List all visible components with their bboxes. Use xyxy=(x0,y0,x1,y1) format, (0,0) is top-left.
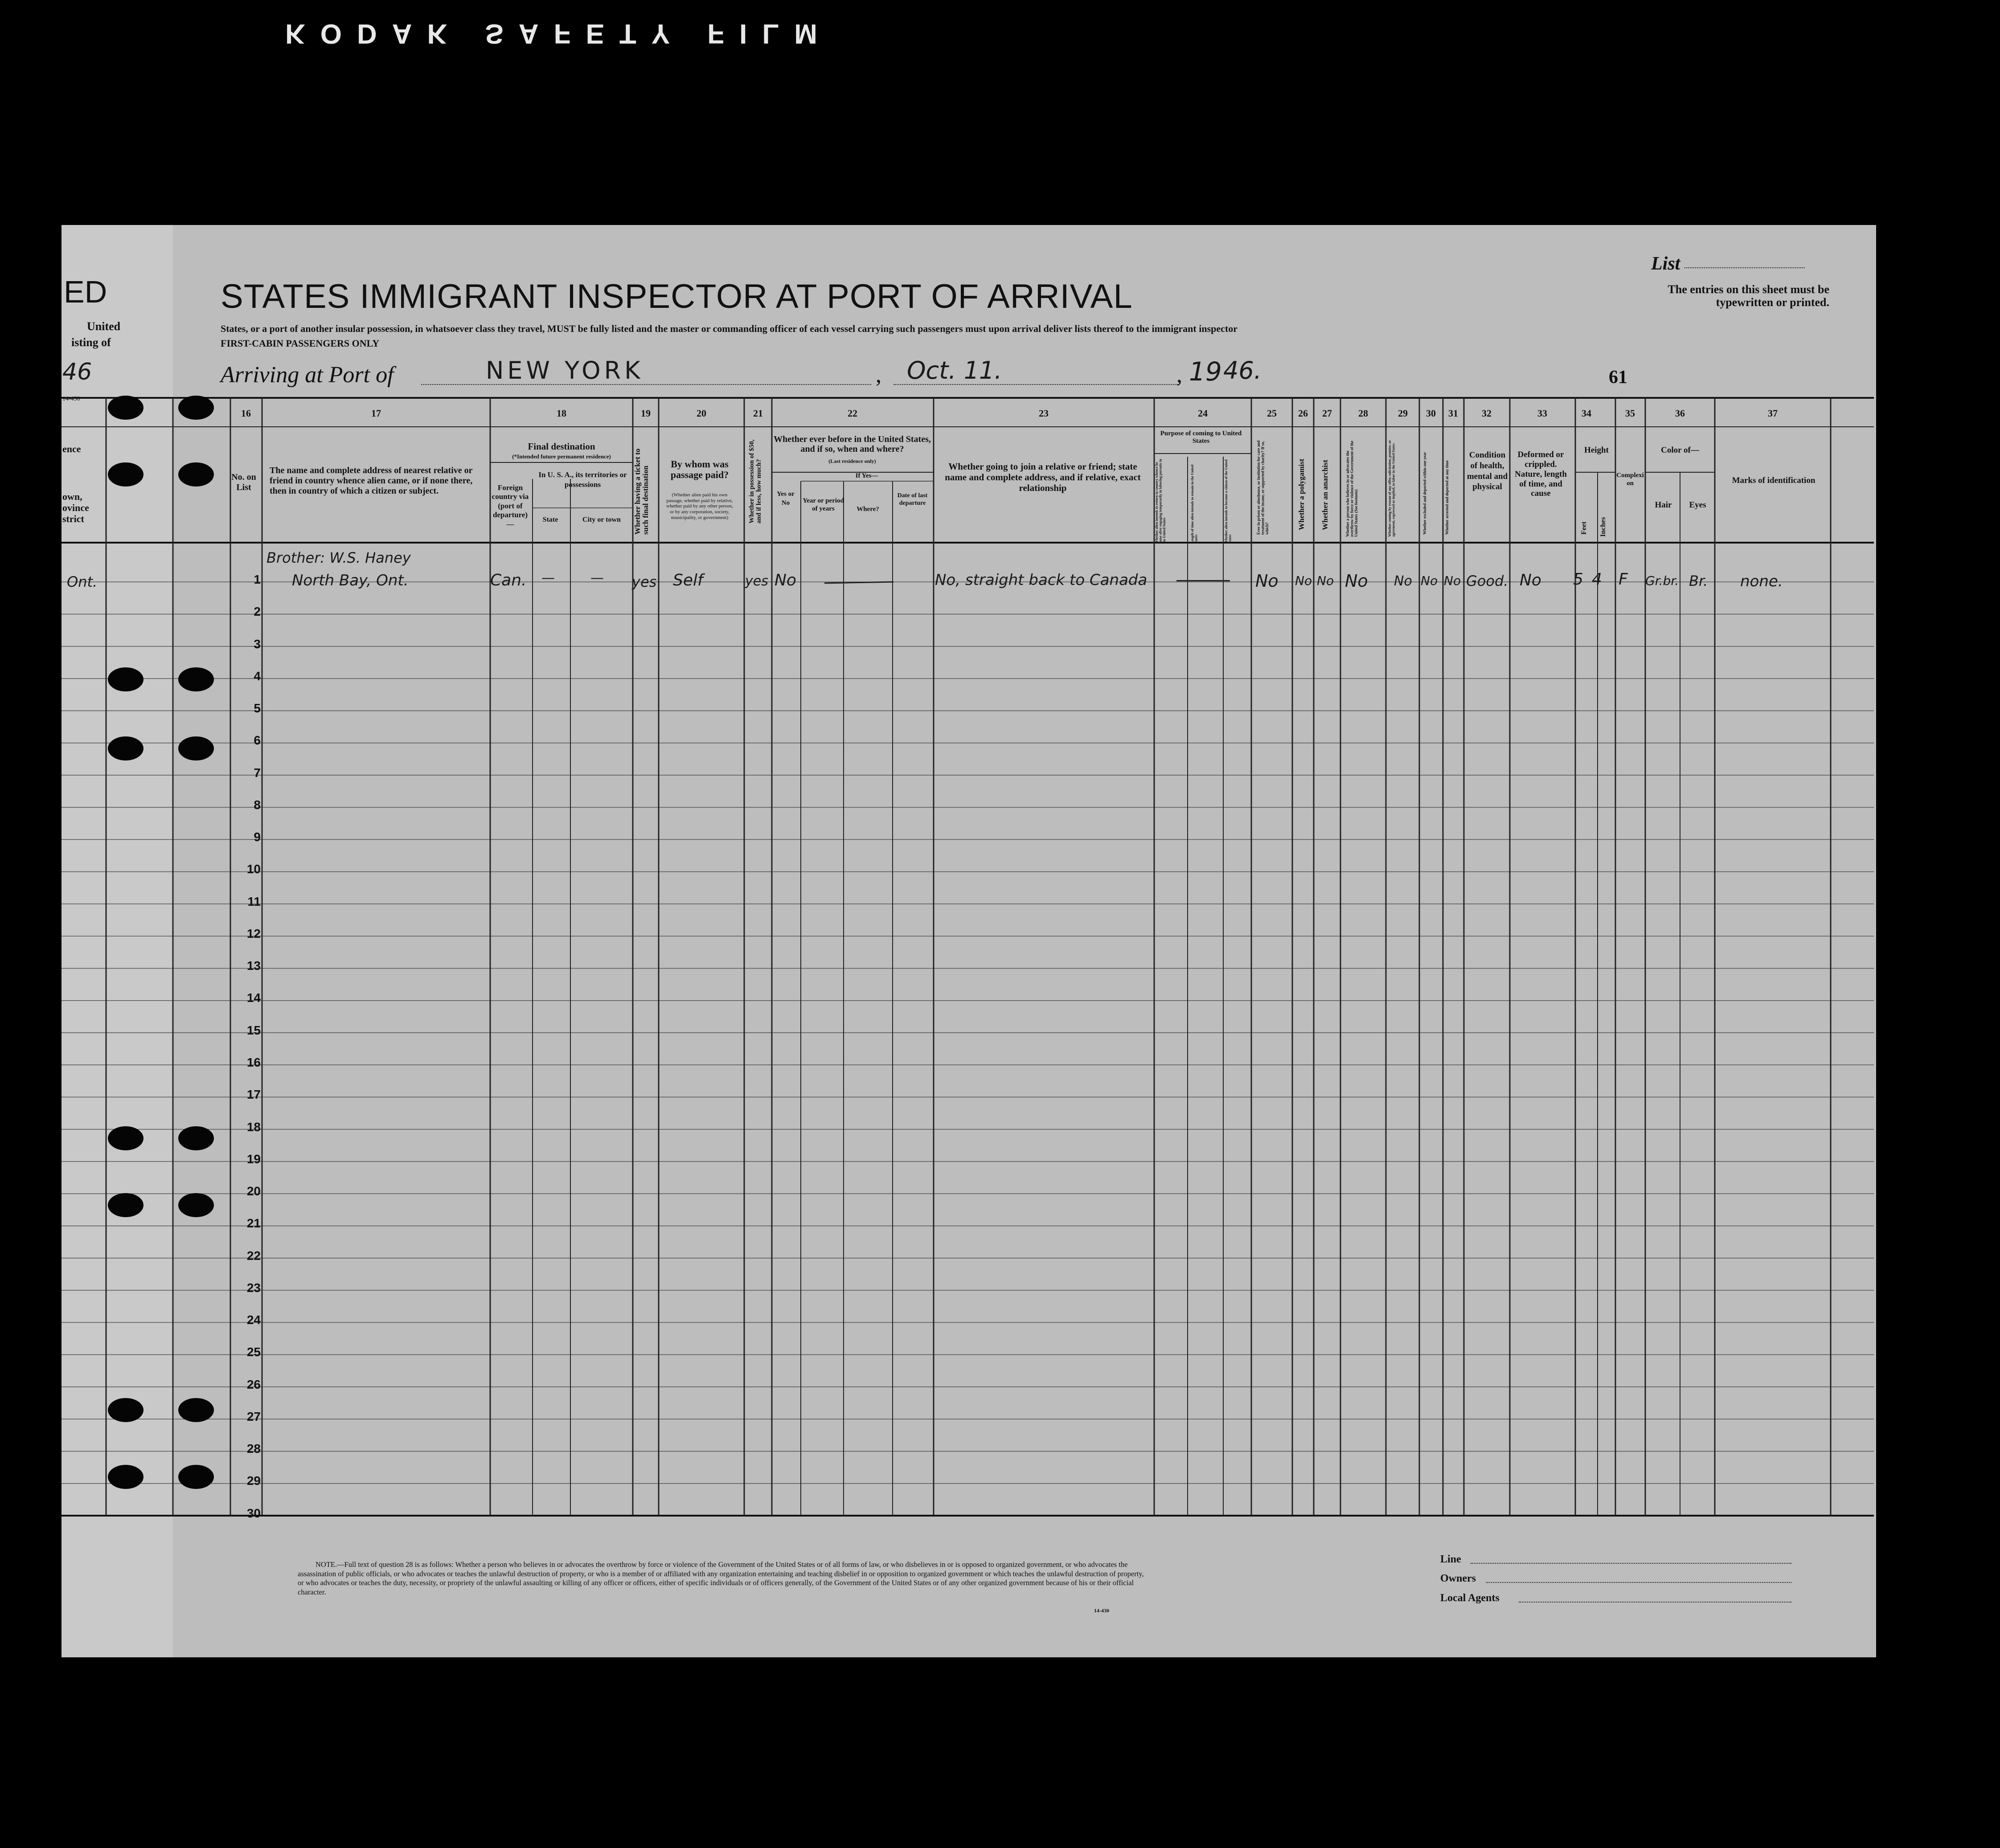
row-number: 20 xyxy=(246,1184,261,1198)
entry-ever-before: No xyxy=(775,571,796,589)
hdr-last-residence: (Last residence only) xyxy=(828,458,876,464)
column-number: 31 xyxy=(1448,408,1458,419)
punch-hole xyxy=(178,1126,214,1150)
column-number: 16 xyxy=(241,408,251,419)
comma-2: , xyxy=(1176,362,1182,388)
entry-eyes: Br. xyxy=(1689,572,1708,589)
left-fragment-ence: ence xyxy=(62,443,81,454)
column-number: 17 xyxy=(371,408,381,419)
hdr-city: City or town xyxy=(582,516,621,523)
column-number: 36 xyxy=(1675,408,1685,419)
entry-inches: 4 xyxy=(1592,570,1602,589)
hdr-purpose-b: Length of time alien intends to remain in the United States xyxy=(1190,465,1198,544)
sheet-number: 61 xyxy=(1609,367,1627,388)
punch-hole xyxy=(108,1465,143,1489)
comma-1: , xyxy=(876,362,881,388)
hdr-q29: Whether coming by reason of any offer, solicitation, promise, or agreement, expressed or implied, to labor in the United States xyxy=(1388,440,1396,537)
hdr-where: Where? xyxy=(857,506,879,513)
hdr-no-on-list: No. on List xyxy=(231,472,256,492)
row-number: 27 xyxy=(246,1409,261,1423)
punch-hole xyxy=(108,462,143,487)
hdr-purpose-c: Whether alien intends to become a citizen of the United States xyxy=(1224,459,1232,544)
column-number: 18 xyxy=(557,408,566,419)
hdr-purpose-a: Whether alien intends to return to country whence he came after engaging temporarily in laboring pursuits in the United States xyxy=(1155,459,1166,544)
column-number: 20 xyxy=(697,408,706,419)
punch-hole xyxy=(178,1465,214,1489)
entry-relative-line2: North Bay, Ont. xyxy=(292,572,409,589)
hdr-passage-paid: By whom was passage paid? xyxy=(670,458,729,481)
entry-joining: No, straight back to Canada xyxy=(935,571,1148,589)
row-number: 12 xyxy=(246,926,261,940)
row-number: 16 xyxy=(246,1055,261,1069)
subtitle: States, or a port of another insular possession, in whatsoever class they travel, MUST be fully listed and the master or commanding officer of each vessel carrying such passengers must upon arrival deliver lists thereof to the immigrant inspector xyxy=(221,323,1238,334)
row-number: 17 xyxy=(246,1088,261,1102)
arriving-label: Arriving at Port of xyxy=(221,362,394,388)
entry-health: Good. xyxy=(1466,572,1508,589)
entry-anarchist: No xyxy=(1317,573,1334,588)
film-edge-text: KODAK SAFETY FILM xyxy=(285,18,832,49)
port-value: NEW YORK xyxy=(486,356,644,384)
year-prefix: 19 xyxy=(1189,356,1222,387)
hdr-date-departure: Date of last departure xyxy=(897,492,928,507)
left-fragment-ed: ED xyxy=(64,274,107,309)
column-number: 35 xyxy=(1625,408,1635,419)
entry-fifty-dollars: yes xyxy=(745,573,768,589)
punch-hole xyxy=(108,736,143,760)
hdr-color-of: Color of— xyxy=(1661,446,1699,455)
row-number: 22 xyxy=(246,1248,261,1263)
hdr-final-destination: Final destination xyxy=(528,441,595,452)
left-fragment-listing: isting of xyxy=(71,336,111,349)
footer-agents-label: Local Agents xyxy=(1440,1592,1500,1604)
hdr-polygamist: Whether a polygamist xyxy=(1297,458,1306,530)
left-fragment-united: United xyxy=(87,320,121,333)
column-number: 22 xyxy=(848,408,857,419)
row-number: 4 xyxy=(254,669,261,683)
column-number: 21 xyxy=(753,408,763,419)
hdr-purpose: Purpose of coming to United States xyxy=(1160,430,1242,445)
row-number: 18 xyxy=(246,1120,261,1134)
hdr-final-destination-note: (*Intended future permanent residence) xyxy=(512,453,611,460)
hdr-deformed: Deformed or crippled. Nature, length of time, and cause xyxy=(1515,450,1567,499)
footer-line-dotted xyxy=(1471,1563,1791,1564)
list-label: List xyxy=(1651,253,1680,274)
row-number: 6 xyxy=(254,733,261,748)
hdr-foreign-country: Foreign country via (port of departure)— xyxy=(492,483,529,528)
entry-dash-purpose xyxy=(1176,580,1230,581)
footer-owners-dotted xyxy=(1486,1582,1791,1583)
form-number: 14-430 xyxy=(62,396,80,402)
entry-ticket: yes xyxy=(632,573,657,590)
entry-prison: No xyxy=(1255,571,1279,591)
row-number: 23 xyxy=(246,1280,261,1295)
date-value: Oct. 11. xyxy=(907,356,1002,384)
column-number: 19 xyxy=(641,408,651,419)
row-number: 28 xyxy=(246,1442,261,1456)
hdr-yes-no: Yes or No xyxy=(777,491,795,507)
hdr-state: State xyxy=(542,516,558,523)
row-number: 19 xyxy=(246,1152,261,1166)
row-number: 13 xyxy=(246,959,261,973)
row-number: 24 xyxy=(246,1313,261,1327)
hdr-complexion: Complexion xyxy=(1616,472,1644,487)
row-number: 29 xyxy=(246,1474,261,1488)
row-number: 3 xyxy=(254,637,261,651)
column-number: 33 xyxy=(1537,408,1547,419)
punch-hole xyxy=(108,1193,143,1217)
punch-hole xyxy=(108,396,143,420)
entry-marks: none. xyxy=(1740,572,1783,590)
entry-polygamist: No xyxy=(1295,573,1312,588)
hdr-feet: Feet xyxy=(1580,521,1588,535)
row-number: 10 xyxy=(246,862,261,876)
entry-foreign-country: Can. xyxy=(490,571,527,589)
hdr-q28: Whether a person who believes in or advocates the overthrow by force or violence of the Government of the United States (See footnote) xyxy=(1345,441,1358,537)
hdr-q30: Whether excluded and deported within one year xyxy=(1422,452,1427,535)
column-number: 34 xyxy=(1582,408,1591,419)
footer-owners-label: Owners xyxy=(1440,1573,1476,1584)
hdr-health: Condition of health, mental and physical xyxy=(1467,450,1508,492)
hdr-hair: Hair xyxy=(1655,500,1672,510)
year-value: 46. xyxy=(1223,356,1262,384)
left-fragment-ont: Ont. xyxy=(67,573,98,590)
entry-relative-line1: Brother: W.S. Haney xyxy=(266,549,411,566)
punch-hole xyxy=(178,396,214,420)
row-number: 15 xyxy=(246,1023,261,1037)
entry-q29: No xyxy=(1394,573,1412,589)
column-number: 28 xyxy=(1358,408,1368,419)
hdr-eyes: Eyes xyxy=(1689,500,1706,510)
row-number: 25 xyxy=(246,1345,261,1359)
hdr-nearest-relative: The name and complete address of nearest relative or friend in country whence alien came, or if none there, then in country of which a citizen or subject. xyxy=(270,466,473,496)
column-number: 25 xyxy=(1267,408,1277,419)
row-number: 11 xyxy=(247,894,261,908)
row-number: 7 xyxy=(254,765,261,780)
column-number: 32 xyxy=(1482,408,1492,419)
hdr-anarchist: Whether an anarchist xyxy=(1321,459,1329,530)
column-number: 24 xyxy=(1198,408,1208,419)
entry-complexion: F xyxy=(1619,570,1628,589)
punch-hole xyxy=(178,462,214,487)
hdr-joining: Whether going to join a relative or friend; state name and complete address, and if relative, exact relationship xyxy=(945,461,1141,494)
column-number: 23 xyxy=(1039,408,1049,419)
entry-state: — xyxy=(541,570,555,586)
class-line: FIRST-CABIN PASSENGERS ONLY xyxy=(221,338,380,349)
hdr-ever-before: Whether ever before in the United States, and if so, when and where? xyxy=(774,434,931,454)
page-title: STATES IMMIGRANT INSPECTOR AT PORT OF ARRIVAL xyxy=(221,278,1133,315)
left-fragment-strict: strict xyxy=(62,513,84,524)
column-number: 37 xyxy=(1768,408,1778,419)
punch-hole xyxy=(178,736,214,760)
footer-note-form: 14-430 xyxy=(1094,1607,1109,1614)
hdr-if-yes: If Yes— xyxy=(855,472,878,479)
hdr-in-usa: In U. S. A., its territories or possessions xyxy=(538,470,627,489)
punch-hole xyxy=(108,1126,143,1150)
punch-hole xyxy=(108,667,143,691)
punch-hole xyxy=(178,1398,214,1422)
footer-agents-dotted xyxy=(1519,1602,1791,1603)
left-fragment-own: own, xyxy=(62,491,82,502)
hdr-year-period: Year or period of years xyxy=(803,497,844,512)
hdr-fifty-dollars: Whether in possession of $50, and if less, how much? xyxy=(748,439,762,523)
entry-q28: No xyxy=(1345,571,1368,591)
punch-hole xyxy=(178,1193,214,1217)
column-number: 27 xyxy=(1322,408,1332,419)
hdr-inches: Inches xyxy=(1599,517,1607,537)
entry-city: — xyxy=(590,570,604,586)
punch-hole xyxy=(178,667,214,691)
row-number: 14 xyxy=(246,991,261,1005)
left-fragment-ovince: ovince xyxy=(62,502,89,513)
hdr-prison: Ever in prison or almshouse, or institution for care and treatment of the insane, or supported by charity? If so, which? xyxy=(1256,440,1269,535)
entry-q30: No xyxy=(1421,573,1438,588)
entry-passage-paid: Self xyxy=(673,571,703,589)
hdr-ticket: Whether having a ticket to such final destination xyxy=(633,448,650,535)
entry-feet: 5 xyxy=(1573,570,1583,589)
row-number: 2 xyxy=(254,605,261,619)
hdr-passage-paid-note: (Whether alien paid his own passage, whether paid by relative, whether paid by any other person, or by any corporation, society, municipality, or government) xyxy=(666,492,733,520)
left-fragment-year: 46 xyxy=(62,359,92,385)
row-number: 9 xyxy=(254,830,261,844)
row-number: 26 xyxy=(246,1377,261,1391)
row-number: 5 xyxy=(254,701,261,715)
row-number: 1 xyxy=(254,572,261,586)
footer-line-label: Line xyxy=(1440,1554,1461,1565)
entry-q31: No xyxy=(1444,573,1461,588)
hdr-height: Height xyxy=(1584,446,1609,455)
hdr-q31: Whether arrested and deported at any time xyxy=(1445,460,1449,535)
punch-hole xyxy=(108,1398,143,1422)
entries-note: The entries on this sheet must be typewritten or printed. xyxy=(1668,283,1829,309)
entry-hair: Gr.br. xyxy=(1645,573,1679,588)
column-number: 26 xyxy=(1298,408,1308,419)
column-number: 30 xyxy=(1426,408,1436,419)
row-number: 8 xyxy=(254,797,261,812)
row-number: 21 xyxy=(246,1216,261,1231)
row-number: 30 xyxy=(246,1506,261,1520)
column-number: 29 xyxy=(1398,408,1408,419)
entry-deformed: No xyxy=(1520,571,1541,589)
list-dotted-line xyxy=(1684,267,1805,268)
footer-note: NOTE.—Full text of question 28 is as follows: Whether a person who believes in or advocates the overthrow by force or violence of the Government of the United States or of all forms of law, or who disbelieves in or is opposed to organized government, or who advocates the assassination of public officials, or who advocates or teaches the unlawful destruction of property, or who is a member of or affiliated with any organization entertaining and teaching disbelief in or opposition to organized government or which teaches the unlawful destruction of property, or who advocates or teaches the duty, necessity, or propriety of the unlawful assaulting or killing of any officer or officers, either of specific individuals or of officers generally, of the Government of the United States or of any other organized government because of his or their official character. xyxy=(298,1560,1144,1596)
hdr-marks: Marks of identification xyxy=(1732,476,1816,485)
